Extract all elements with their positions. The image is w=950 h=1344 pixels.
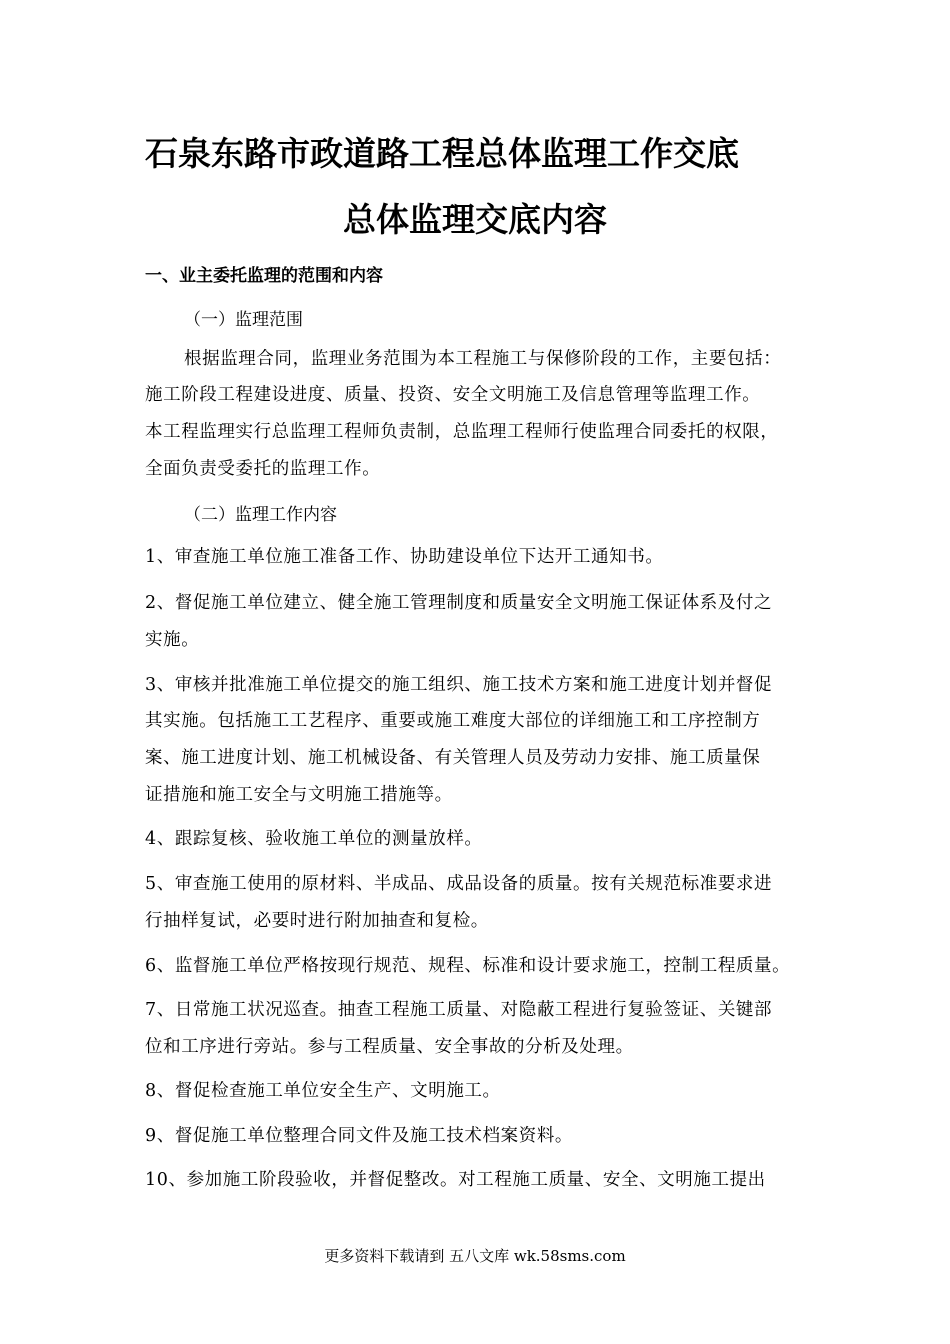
list-item: 10、参加施工阶段验收，并督促整改。对工程施工质量、安全、文明施工提出 bbox=[145, 1170, 766, 1190]
list-item: 位和工序进行旁站。参与工程质量、安全事故的分析及处理。 bbox=[145, 1037, 634, 1057]
list-item: 证措施和施工安全与文明施工措施等。 bbox=[145, 785, 453, 805]
list-item: 8、督促检查施工单位安全生产、文明施工。 bbox=[145, 1081, 501, 1101]
document-title: 石泉东路市政道路工程总体监理工作交底 bbox=[145, 134, 739, 173]
list-item: 6、监督施工单位严格按现行规范、规程、标准和设计要求施工，控制工程质量。 bbox=[145, 956, 791, 976]
section-heading: 一、业主委托监理的范围和内容 bbox=[145, 266, 383, 286]
list-item: 行抽样复试，必要时进行附加抽查和复检。 bbox=[145, 911, 489, 931]
paragraph-line: 本工程监理实行总监理工程师负责制，总监理工程师行使监理合同委托的权限， bbox=[145, 422, 779, 442]
paragraph-line: 施工阶段工程建设进度、质量、投资、安全文明施工及信息管理等监理工作。 bbox=[145, 385, 761, 405]
footer-note: 更多资料下载请到 五八文库 wk.58sms.com bbox=[324, 1247, 626, 1265]
list-item: 其实施。包括施工工艺程序、重要或施工难度大部位的详细施工和工序控制方 bbox=[145, 711, 761, 731]
list-item: 9、督促施工单位整理合同文件及施工技术档案资料。 bbox=[145, 1126, 574, 1146]
paragraph-line: 全面负责受委托的监理工作。 bbox=[145, 459, 381, 479]
list-item: 7、日常施工状况巡查。抽查工程施工质量、对隐蔽工程进行复验签证、关键部 bbox=[145, 1000, 773, 1020]
list-item: 2、督促施工单位建立、健全施工管理制度和质量安全文明施工保证体系及付之 bbox=[145, 593, 773, 613]
paragraph-line: 根据监理合同，监理业务范围为本工程施工与保修阶段的工作，主要包括： bbox=[184, 349, 782, 369]
document-subtitle: 总体监理交底内容 bbox=[343, 200, 607, 239]
subsection-heading-content: （二）监理工作内容 bbox=[184, 505, 337, 525]
list-item: 案、施工进度计划、施工机械设备、有关管理人员及劳动力安排、施工质量保 bbox=[145, 748, 761, 768]
subsection-heading-scope: （一）监理范围 bbox=[184, 310, 303, 330]
list-item: 1、审查施工单位施工准备工作、协助建设单位下达开工通知书。 bbox=[145, 547, 664, 567]
list-item: 实施。 bbox=[145, 630, 200, 650]
list-item: 3、审核并批准施工单位提交的施工组织、施工技术方案和施工进度计划并督促 bbox=[145, 675, 773, 695]
list-item: 5、审查施工使用的原材料、半成品、成品设备的质量。按有关规范标准要求进 bbox=[145, 874, 773, 894]
list-item: 4、跟踪复核、验收施工单位的测量放样。 bbox=[145, 829, 483, 849]
